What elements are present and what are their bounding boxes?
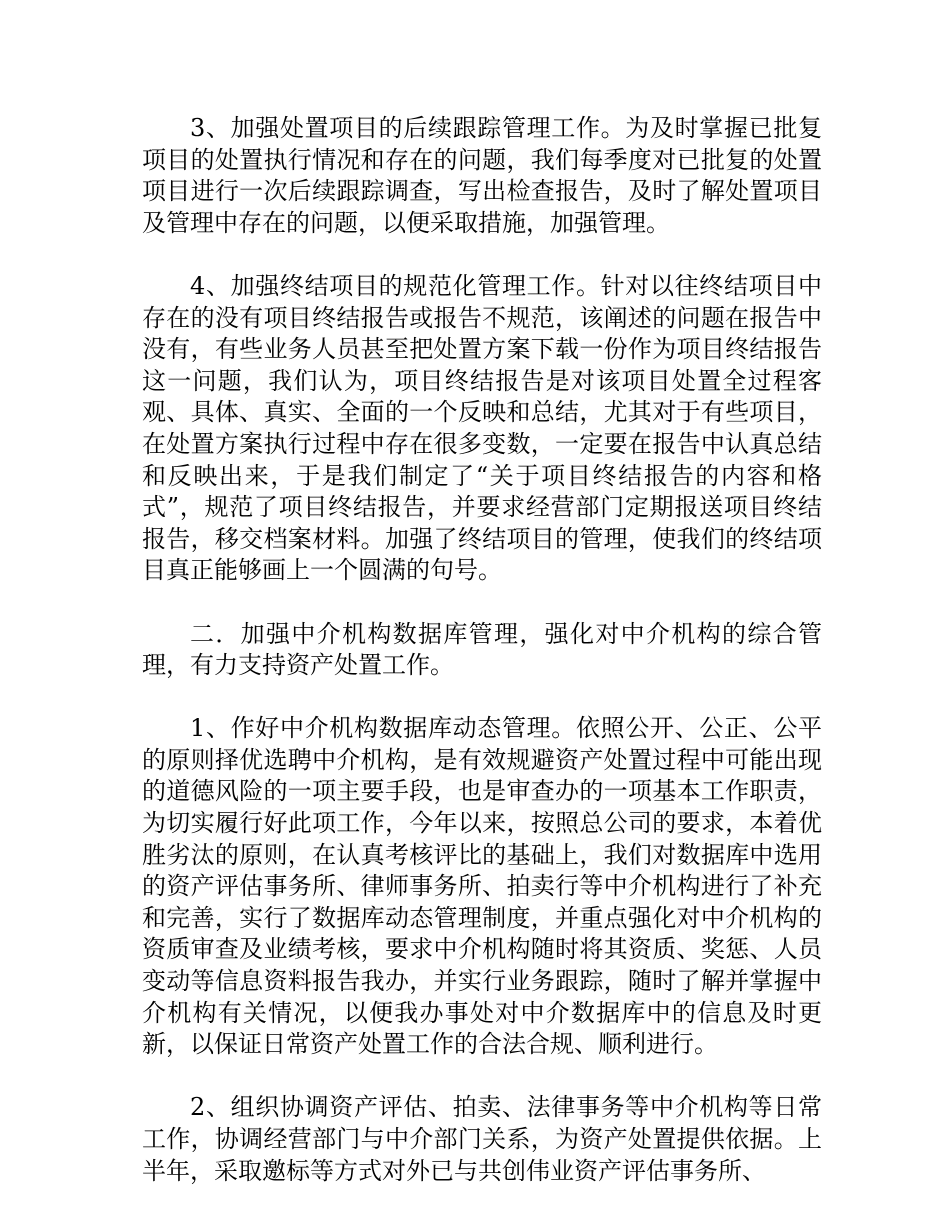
document-body bbox=[142, 113, 822, 1187]
paragraph-item-3: 3、加强处置项目的后续跟踪管理工作。为及时掌握已批复项目的处置执行情况和存在的问题，我们每季度对已批复的处置项目进行一次后续跟踪调查，写出检查报告，及时了解处置项目及管理中存在的问题，以便采取措施，加强管理。 bbox=[142, 114, 822, 237]
paragraph-item-2: 2、组织协调资产评估、拍卖、法律事务等中介机构等日常工作，协调经营部门与中介部门关系，为资产处置提供依据。上半年，采取邀标等方式对外已与共创伟业资产评估事务所、 bbox=[142, 1093, 822, 1185]
paragraph-item-4: 4、加强终结项目的规范化管理工作。针对以往终结项目中存在的没有项目终结报告或报告不规范，该阐述的问题在报告中没有，有些业务人员甚至把处置方案下载一份作为项目终结报告这一问题，我们认为，项目终结报告是对该项目处置全过程客观、具体、真实、全面的一个反映和总结，尤其对于有些项目，在处置方案执行过程中存在很多变数，一定要在报告中认真总结和反映出来，于是我们制定了“关于项目终结报告的内容和格式”，规范了项目终结报告，并要求经营部门定期报送项目终结报告，移交档案材料。加强了终结项目的管理，使我们的终结项目真正能够画上一个圆满的句号。 bbox=[142, 271, 822, 585]
section-heading-2: 二．加强中介机构数据库管理，强化对中介机构的综合管理，有力支持资产处置工作。 bbox=[142, 619, 822, 680]
paragraph-item-1: 1、作好中介机构数据库动态管理。依照公开、公正、公平的原则择优选聘中介机构，是有效规避资产处置过程中可能出现的道德风险的一项主要手段，也是审查办的一项基本工作职责，为切实履行好此项工作，今年以来，按照总公司的要求，本着优胜劣汰的原则，在认真考核评比的基础上，我们对数据库中选用的资产评估事务所、律师事务所、拍卖行等中介机构进行了补充和完善，实行了数据库动态管理制度，并重点强化对中介机构的资质审查及业绩考核，要求中介机构随时将其资质、奖惩、人员变动等信息资料报告我办，并实行业务跟踪，随时了解并掌握中介机构有关情况，以便我办事处对中介数据库中的信息及时更新，以保证日常资产处置工作的合法合规、顺利进行。 bbox=[142, 714, 822, 1059]
